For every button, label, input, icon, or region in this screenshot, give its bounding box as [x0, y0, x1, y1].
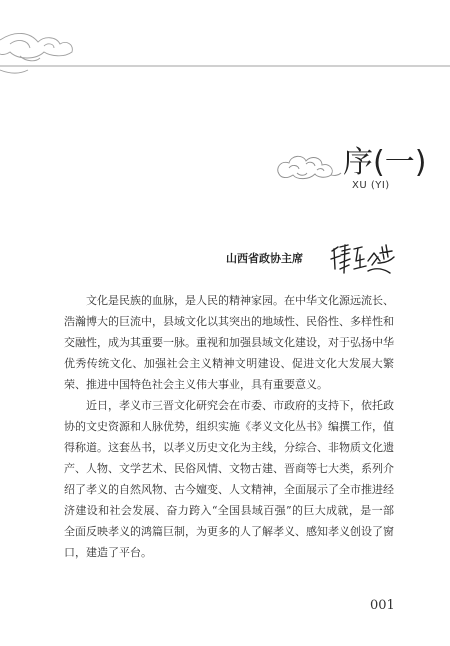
paragraph: 近日，孝义市三晋文化研究会在市委、市政府的支持下，依托政协的文史资源和人脉优势，组织实施《孝义文化丛书》编撰工作，值得称道。这套丛书，以孝义历史文化为主线，分综合、非物质文化遗产、人物、文学艺术、民俗风情、文物古建、晋商等七大类，系列介绍了孝义的自然风物、古今嬗变、人文精神，全面展示了全市推进经济建设和社会发展、奋力跨入“全国县域百强”的巨大成就，是一部全面反映孝义的鸿篇巨制，为更多的人了解孝义、感知孝义创设了窗口，建造了平台。	[64, 399, 394, 559]
preface-body	[64, 290, 394, 563]
top-cloud-ornament-icon	[0, 0, 450, 90]
handwritten-signature-icon	[328, 239, 398, 277]
author-position: 山西省政协主席	[226, 252, 303, 265]
page-title-pinyin: XU (YI)	[352, 180, 390, 191]
paragraph: 文化是民族的血脉，是人民的精神家园。在中华文化源远流长、浩瀚博大的巨流中，县域文化以其突出的地域性、民俗性、多样性和交融性，成为其重要一脉。重视和加强县域文化建设，对于弘扬中华优秀传统文化、加强社会主义精神文明建设、促进文化大发展大繁荣、推进中国特色社会主义伟大事业，具有重要意义。	[64, 294, 394, 391]
page-number: 001	[370, 598, 395, 613]
page-title: 序(一)	[343, 145, 427, 180]
auspicious-cloud-icon	[273, 146, 343, 184]
